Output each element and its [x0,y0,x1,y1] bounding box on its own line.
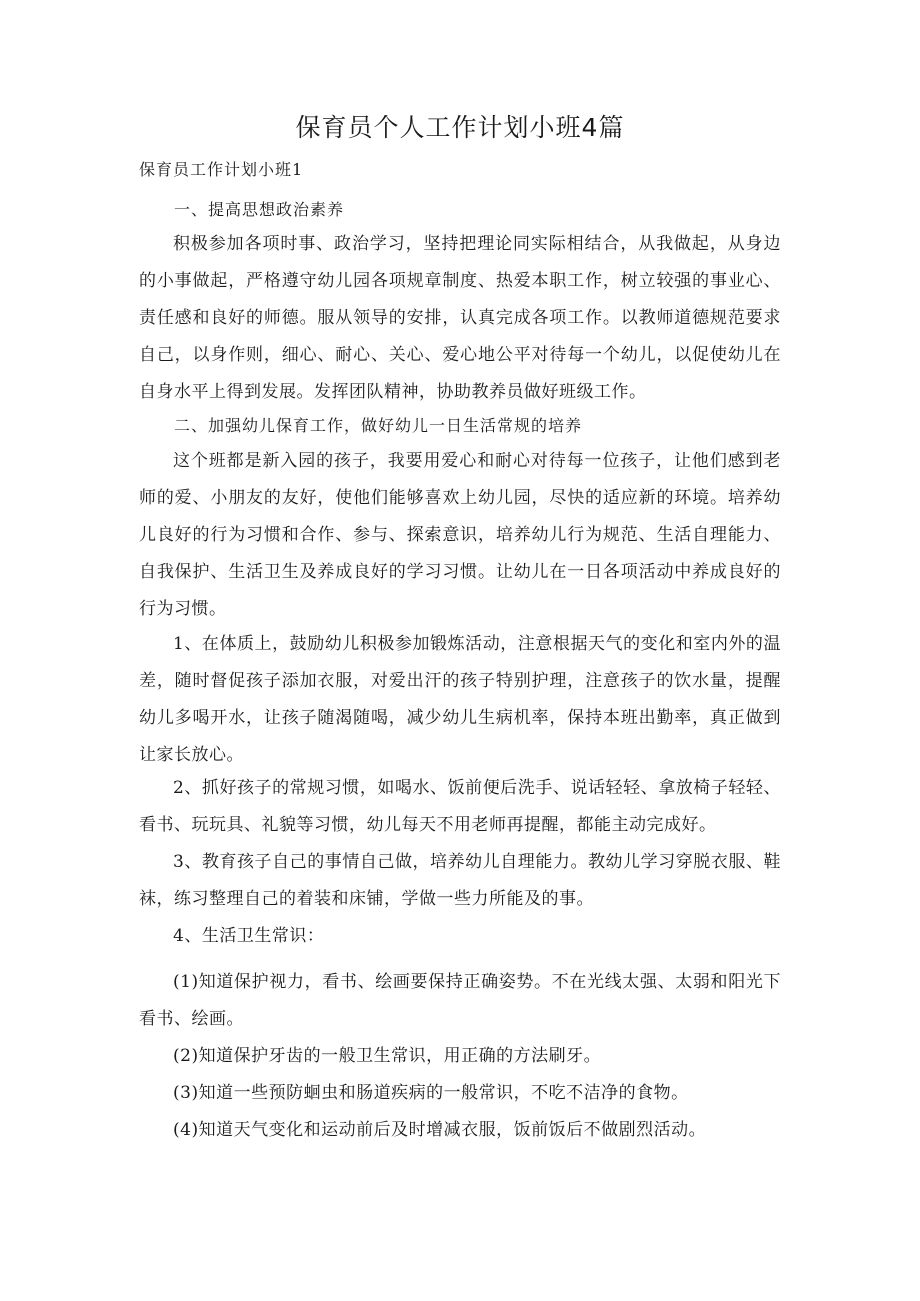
list-item-4: 4、生活卫生常识： [173,926,325,946]
sub-item-1: (1)知道保护视力，看书、绘画要保持正确姿势。不在光线太强、太弱和阳光下看书、绘画。 [139,972,781,1029]
list-item-3: 3、教育孩子自己的事情自己做，培养幼儿自理能力。教幼儿学习穿脱衣服、鞋袜，练习整理自己的着装和床铺，学做一些力所能及的事。 [139,852,781,909]
sub-item-2: (2)知道保护牙齿的一般卫生常识，用正确的方法刷牙。 [173,1046,602,1066]
section-heading-1: 一、提高思想政治素养 [174,200,345,219]
document-title: 保育员个人工作计划小班4篇 [295,113,625,142]
list-item-2: 2、抓好孩子的常规习惯，如喝水、饭前便后洗手、说话轻轻、拿放椅子轻轻、看书、玩玩具、礼貌等习惯，幼儿每天不用老师再提醒，都能主动完成好。 [139,778,781,835]
section-1-paragraph: 积极参加各项时事、政治学习，坚持把理论同实际相结合，从我做起，从身边的小事做起，严格遵守幼儿园各项规章制度、热爱本职工作，树立较强的事业心、责任感和良好的师德。服从领导的安排，认真完成各项工作。以教师道德规范要求自己，以身作则，细心、耐心、关心、爱心地公平对待每一个幼儿，以促使幼儿在自身水平上得到发展。发挥团队精神，协助教养员做好班级工作。 [139,234,781,402]
sub-item-3: (3)知道一些预防蛔虫和肠道疾病的一般常识，不吃不洁净的食物。 [173,1083,689,1103]
document-subtitle: 保育员工作计划小班1 [139,160,304,179]
section-heading-2: 二、加强幼儿保育工作，做好幼儿一日生活常规的培养 [174,416,583,435]
list-item-1: 1、在体质上，鼓励幼儿积极参加锻炼活动，注意根据天气的变化和室内外的温差，随时督促孩子添加衣服，对爱出汗的孩子特别护理，注意孩子的饮水量，提醒幼儿多喝开水，让孩子随渴随喝，减少幼儿生病机率，保持本班出勤率，真正做到让家长放心。 [139,634,781,765]
section-2-paragraph: 这个班都是新入园的孩子，我要用爱心和耐心对待每一位孩子，让他们感到老师的爱、小朋友的友好，使他们能够喜欢上幼儿园，尽快的适应新的环境。培养幼儿良好的行为习惯和合作、参与、探索意识，培养幼儿行为规范、生活自理能力、自我保护、生活卫生及养成良好的学习习惯。让幼儿在一日各项活动中养成良好的行为习惯。 [139,451,781,619]
sub-item-4: (4)知道天气变化和运动前后及时增减衣服，饭前饭后不做剧烈活动。 [173,1120,707,1140]
